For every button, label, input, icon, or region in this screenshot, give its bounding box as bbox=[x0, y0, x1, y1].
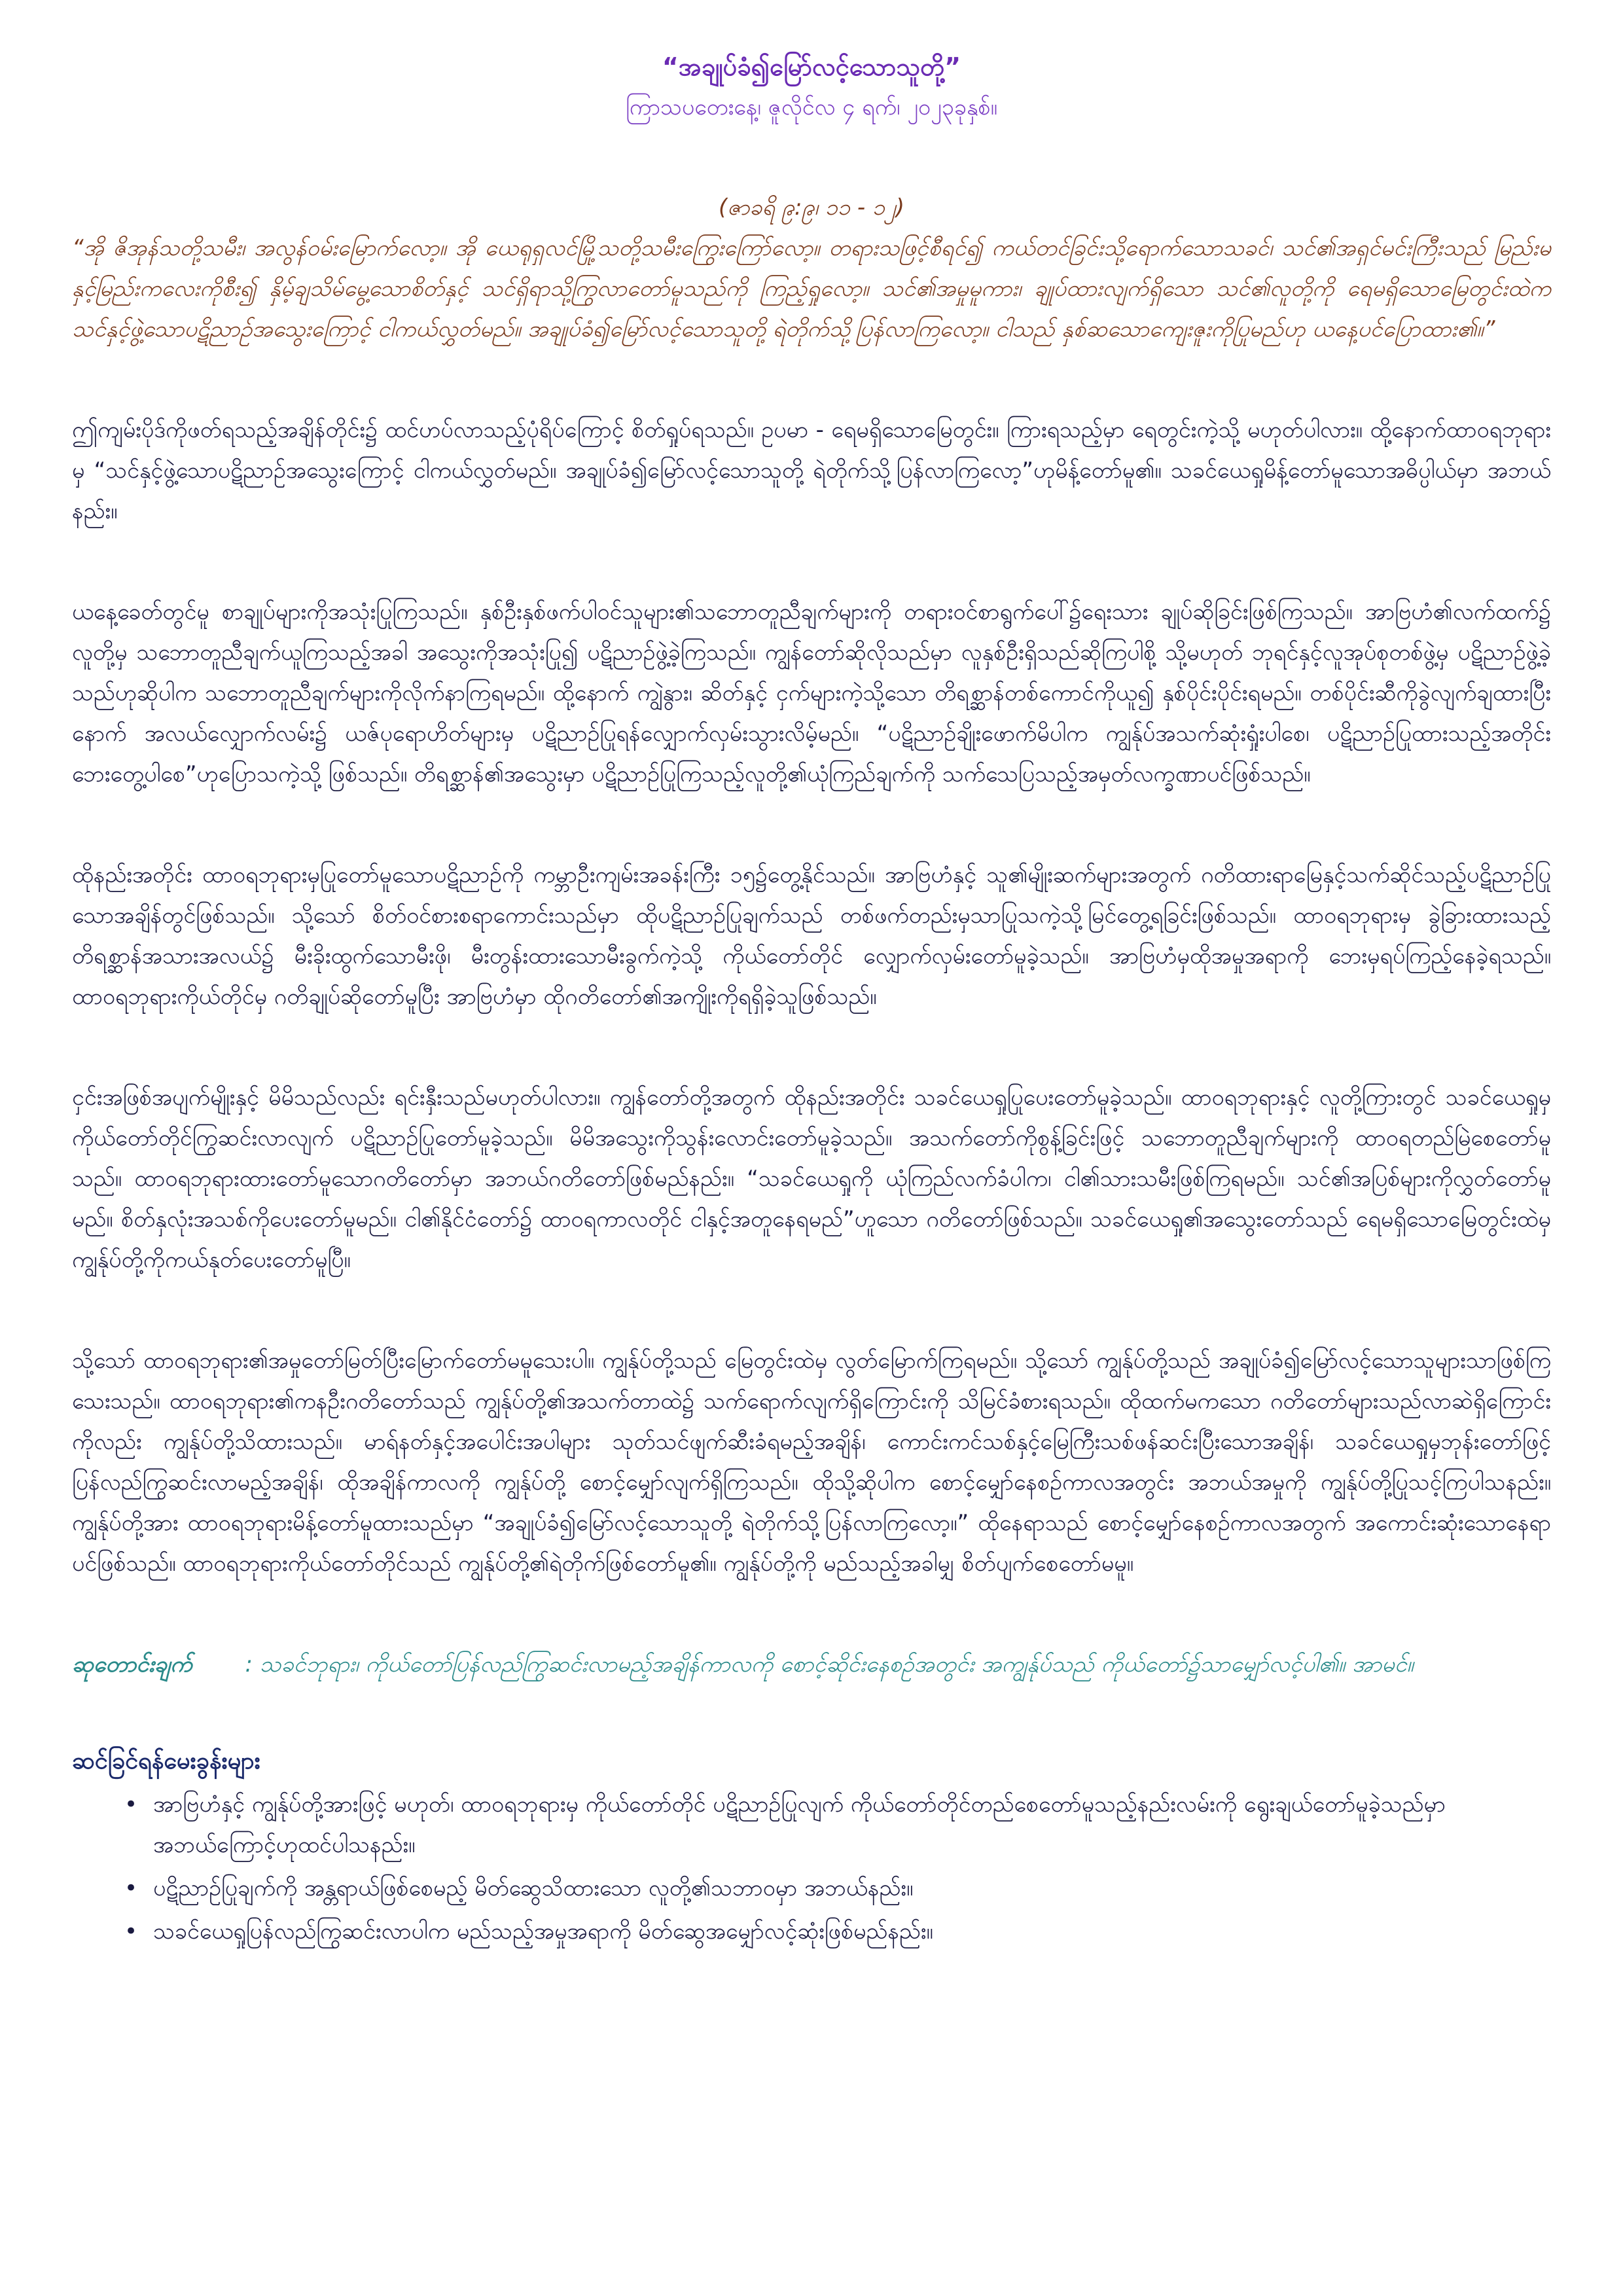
prayer-label: ဆုတောင်းချက် bbox=[72, 1651, 192, 1677]
question-text: ပဋိညာဉ်ပြုချက်ကို အန္တရာယ်ဖြစ်စေမည့် မိတ်ဆွေသိထားသော လူတို့၏သဘာဝမှာ အဘယ်နည်း။ bbox=[153, 1875, 914, 1901]
scripture-reference: (ဇာခရိ ၉:၉၊ ၁၁ - ၁၂) bbox=[718, 194, 905, 221]
bullet-icon: • bbox=[124, 1918, 138, 1945]
body-paragraph-3: ထိုနည်းအတိုင်း ထာဝရဘုရားမှပြုတော်မူသောပဋိညာဉ်ကို ကမ္ဘာဦးကျမ်းအခန်းကြီး ၁၅၌တွေ့နိုင်သည်။ အာဗြဟံနှင့် သူ၏မျိုးဆက်များအတွက် ဂတိထားရာမြေနှင့်သက်ဆိုင်သည့်ပဋိညာဉ်ပြုသောအချိန်တွင်ဖြစ်သည်။ သို့သော် စိတ်ဝင်စားစရာကောင်းသည်မှာ ထိုပဋိညာဉ်ပြုချက်သည် တစ်ဖက်တည်းမှသာပြုသကဲ့သို့မြင်တွေ့ရခြင်းဖြစ်သည်။ ထာဝရဘုရားမှ ခွဲခြားထားသည့်တိရစ္ဆာန်အသားအလယ်၌ မီးခိုးထွက်သောမီးဖို၊ မီးတွန်းထားသောမီးခွက်ကဲ့သို့ ကိုယ်တော်တိုင် လျှောက်လှမ်းတော်မူခဲ့သည်။ အာဗြဟံမှထိုအမှုအရာကို ဘေးမှရပ်ကြည့်နေခဲ့ရသည်။ ထာဝရဘုရားကိုယ်တိုင်မှ ဂတိချုပ်ဆိုတော်မူပြီး အာဗြဟံမှာ ထိုဂတိတော်၏အကျိုးကိုရရှိခဲ့သူဖြစ်သည်။ bbox=[72, 862, 1551, 1010]
question-item bbox=[124, 1784, 1551, 1865]
questions-list bbox=[72, 1784, 1551, 1952]
prayer-text: : သခင်ဘုရား၊ ကိုယ်တော်ပြန်လည်ကြွဆင်းလာမည့်အချိန်ကာလကို စောင့်ဆိုင်းနေစဉ်အတွင်း အကျွန်ုပ်သည် ကိုယ်တော်၌သာမျှော်လင့်ပါ၏။ အာမင်။ bbox=[245, 1651, 1414, 1677]
page-title: “အချုပ်ခံ၍မြော်လင့်သောသူတို့” bbox=[662, 52, 961, 81]
question-item bbox=[124, 1868, 1551, 1909]
page-date: ကြာသပတေးနေ့၊ ဇူလိုင်လ ၄ ရက်၊ ၂၀၂၃ခုနှစ်။ bbox=[626, 94, 997, 120]
body-paragraph-2: ယနေ့ခေတ်တွင်မူ စာချုပ်များကိုအသုံးပြုကြသည်။ နှစ်ဦးနှစ်ဖက်ပါဝင်သူများ၏သဘောတူညီချက်များကို တရားဝင်စာရွက်ပေါ်၌ရေးသား ချုပ်ဆိုခြင်းဖြစ်ကြသည်။ အာဗြဟံ၏လက်ထက်၌ လူတို့မှ သဘောတူညီချက်ယူကြသည့်အခါ အသွေးကိုအသုံးပြု၍ ပဋိညာဉ်ဖွဲ့ခဲ့ကြသည်။ ကျွန်တော်ဆိုလိုသည်မှာ လူနှစ်ဦးရှိသည်ဆိုကြပါစို့ သို့မဟုတ် ဘုရင်နှင့်လူအုပ်စုတစ်ဖွဲ့မှ ပဋိညာဉ်ဖွဲ့ခဲ့သည်ဟုဆိုပါက သဘောတူညီချက်များကိုလိုက်နာကြရမည်။ ထို့နောက် ကျွဲနွား၊ ဆိတ်နှင့် ငှက်များကဲ့သို့သော တိရစ္ဆာန်တစ်ကောင်ကိုယူ၍ နှစ်ပိုင်းပိုင်းရမည်။ တစ်ပိုင်းဆီကိုခွဲလျက်ချထားပြီးနောက် အလယ်လျှောက်လမ်း၌ ယဇ်ပုရောဟိတ်များမှ ပဋိညာဉ်ပြုရန်လျှောက်လှမ်းသွားလိမ့်မည်။ “ပဋိညာဉ်ချိုးဖောက်မိပါက ကျွန်ုပ်အသက်ဆုံးရှုံးပါစေ၊ ပဋိညာဉ်ပြုထားသည့်အတိုင်းဘေးတွေ့ပါစေ”ဟုပြောသကဲ့သို့ ဖြစ်သည်။ တိရစ္ဆာန်၏အသွေးမှာ ပဋိညာဉ်ပြုကြသည့်လူတို့၏ယုံကြည်ချက်ကို သက်သေပြသည့်အမှတ်လက္ခဏာပင်ဖြစ်သည်။ bbox=[72, 599, 1551, 787]
question-text: အာဗြဟံနှင့် ကျွန်ုပ်တို့အားဖြင့် မဟုတ်၊ ထာဝရဘုရားမှ ကိုယ်တော်တိုင် ပဋိညာဉ်ပြုလျက် ကိုယ်တော်တိုင်တည်စေတော်မူသည့်နည်းလမ်းကို ရွေးချယ်တော်မူခဲ့သည်မှာ အဘယ်ကြောင့်ဟုထင်ပါသနည်း။ bbox=[153, 1791, 1446, 1858]
question-item bbox=[124, 1911, 1551, 1952]
questions-heading: ဆင်ခြင်ရန်မေးခွန်းများ bbox=[72, 1748, 260, 1774]
question-text: သခင်ယေရှုပြန်လည်ကြွဆင်းလာပါက မည်သည့်အမှုအရာကို မိတ်ဆွေအမျှော်လင့်ဆုံးဖြစ်မည်နည်း။ bbox=[153, 1918, 933, 1945]
body-paragraph-5: သို့သော် ထာဝရဘုရား၏အမှုတော်မြတ်ပြီးမြောက်တော်မမူသေးပါ။ ကျွန်ုပ်တို့သည် မြေတွင်းထဲမှ လွတ်မြောက်ကြရမည်။ သို့သော် ကျွန်ုပ်တို့သည် အချုပ်ခံ၍မြော်လင့်သောသူများသာဖြစ်ကြသေးသည်။ ထာဝရဘုရား၏ကနဦးဂတိတော်သည် ကျွန်ုပ်တို့၏အသက်တာထဲ၌ သက်ရောက်လျက်ရှိကြောင်းကို သိမြင်ခံစားရသည်။ ထိုထက်မကသော ဂတိတော်များသည်လာဆဲရှိကြောင်းကိုလည်း ကျွန်ုပ်တို့သိထားသည်။ မာရ်နတ်နှင့်အပေါင်းအပါများ သုတ်သင်ဖျက်ဆီးခံရမည့်အချိန်၊ ကောင်းကင်သစ်နှင့်မြေကြီးသစ်ဖန်ဆင်းပြီးသောအချိန်၊ သခင်ယေရှုမှဘုန်းတော်ဖြင့် ပြန်လည်ကြွဆင်းလာမည့်အချိန်၊ ထိုအချိန်ကာလကို ကျွန်ုပ်တို့ စောင့်မျှော်လျက်ရှိကြသည်။ ထိုသို့ဆိုပါက စောင့်မျှော်နေစဉ်ကာလအတွင်း အဘယ်အမှုကို ကျွန်ုပ်တို့ပြုသင့်ကြပါသနည်း။ ကျွန်ုပ်တို့အား ထာဝရဘုရားမိန့်တော်မူထားသည်မှာ “အချုပ်ခံ၍မြော်လင့်သောသူတို့ ရဲတိုက်သို့ပြန်လာကြလော့။” ထိုနေရာသည် စောင့်မျှော်နေစဉ်ကာလအတွက် အကောင်းဆုံးသောနေရာပင်ဖြစ်သည်။ ထာဝရဘုရားကိုယ်တော်တိုင်သည် ကျွန်ုပ်တို့၏ရဲတိုက်ဖြစ်တော်မူ၏။ ကျွန်ုပ်တို့ကို မည်သည့်အခါမျှ စိတ်ပျက်စေတော်မမူ။ bbox=[72, 1348, 1551, 1577]
bullet-icon: • bbox=[124, 1875, 138, 1901]
scripture-quote: “အို ဇိအုန်သတို့သမီး၊ အလွန်ဝမ်းမြောက်လော့။ အို ယေရုရှလင်မြို့သတို့သမီးကြွေးကြော်လော့။ တရားသဖြင့်စီရင်၍ ကယ်တင်ခြင်းသို့ရောက်သောသခင်၊ သင်၏အရှင်မင်းကြီးသည် မြည်းမနှင့်မြည်းကလေးကိုစီး၍ နှိမ့်ချသိမ်မွေ့သောစိတ်နှင့် သင်ရှိရာသို့ကြွလာတော်မူသည်ကို ကြည့်ရှုလော့။ သင်၏အမှုမူကား၊ ချုပ်ထားလျက်ရှိသော သင်၏လူတို့ကို ရေမရှိသောမြေတွင်းထဲက သင်နှင့်ဖွဲ့သောပဋိညာဉ်အသွေးကြောင့် ငါကယ်လွှတ်မည်။ အချုပ်ခံ၍မြော်လင့်သောသူတို့ ရဲတိုက်သို့ပြန်လာကြလော့။ ငါသည် နှစ်ဆသောကျေးဇူးကိုပြုမည်ဟု ယနေ့ပင်ပြောထား၏။” bbox=[72, 235, 1551, 342]
bullet-icon: • bbox=[124, 1791, 138, 1818]
body-paragraph-4: ငှင်းအဖြစ်အပျက်မျိုးနှင့် မိမိသည်လည်း ရင်းနှီးသည်မဟုတ်ပါလား။ ကျွန်တော်တို့အတွက် ထိုနည်းအတိုင်း သခင်ယေရှုပြုပေးတော်မူခဲ့သည်။ ထာဝရဘုရားနှင့် လူတို့ကြားတွင် သခင်ယေရှုမှကိုယ်တော်တိုင်ကြွဆင်းလာလျက် ပဋိညာဉ်ပြုတော်မူခဲ့သည်။ မိမိအသွေးကိုသွန်းလောင်းတော်မူခဲ့သည်။ အသက်တော်ကိုစွန့်ခြင်းဖြင့် သဘောတူညီချက်များကို ထာဝရတည်မြဲစေတော်မူသည်။ ထာဝရဘုရားထားတော်မူသောဂတိတော်မှာ အဘယ်ဂတိတော်ဖြစ်မည်နည်း။ “သခင်ယေရှုကို ယုံကြည်လက်ခံပါက၊ ငါ၏သားသမီးဖြစ်ကြရမည်။ သင်၏အပြစ်များကိုလွှတ်တော်မူမည်။ စိတ်နှလုံးအသစ်ကိုပေးတော်မူမည်။ ငါ၏နိုင်ငံတော်၌ ထာဝရကာလတိုင် ငါနှင့်အတူနေရမည်”ဟူသော ဂတိတော်ဖြစ်သည်။ သခင်ယေရှု၏အသွေးတော်သည် ရေမရှိသောမြေတွင်းထဲမှ ကျွန်ုပ်တို့ကိုကယ်နုတ်ပေးတော်မူပြီ။ bbox=[72, 1085, 1551, 1273]
prayer-block bbox=[72, 1644, 1551, 1685]
body-paragraph-1: ဤကျမ်းပိုဒ်ကိုဖတ်ရသည့်အချိန်တိုင်း၌ ထင်ဟပ်လာသည့်ပုံရိပ်ကြောင့် စိတ်ရှုပ်ရသည်။ ဥပမာ - ရေမရှိသောမြေတွင်း။ ကြားရသည့်မှာ ရေတွင်းကဲ့သို့ မဟုတ်ပါလား။ ထို့နောက်ထာဝရဘုရားမှ “သင်နှင့်ဖွဲ့သောပဋိညာဉ်အသွေးကြောင့် ငါကယ်လွှတ်မည်။ အချုပ်ခံ၍မြော်လင့်သောသူတို့ ရဲတိုက်သို့ပြန်လာကြလော့”ဟုမိန့်တော်မူ၏။ သခင်ယေရှုမိန့်တော်မူသောအဓိပ္ပါယ်မှာ အဘယ်နည်း။ bbox=[72, 417, 1551, 524]
